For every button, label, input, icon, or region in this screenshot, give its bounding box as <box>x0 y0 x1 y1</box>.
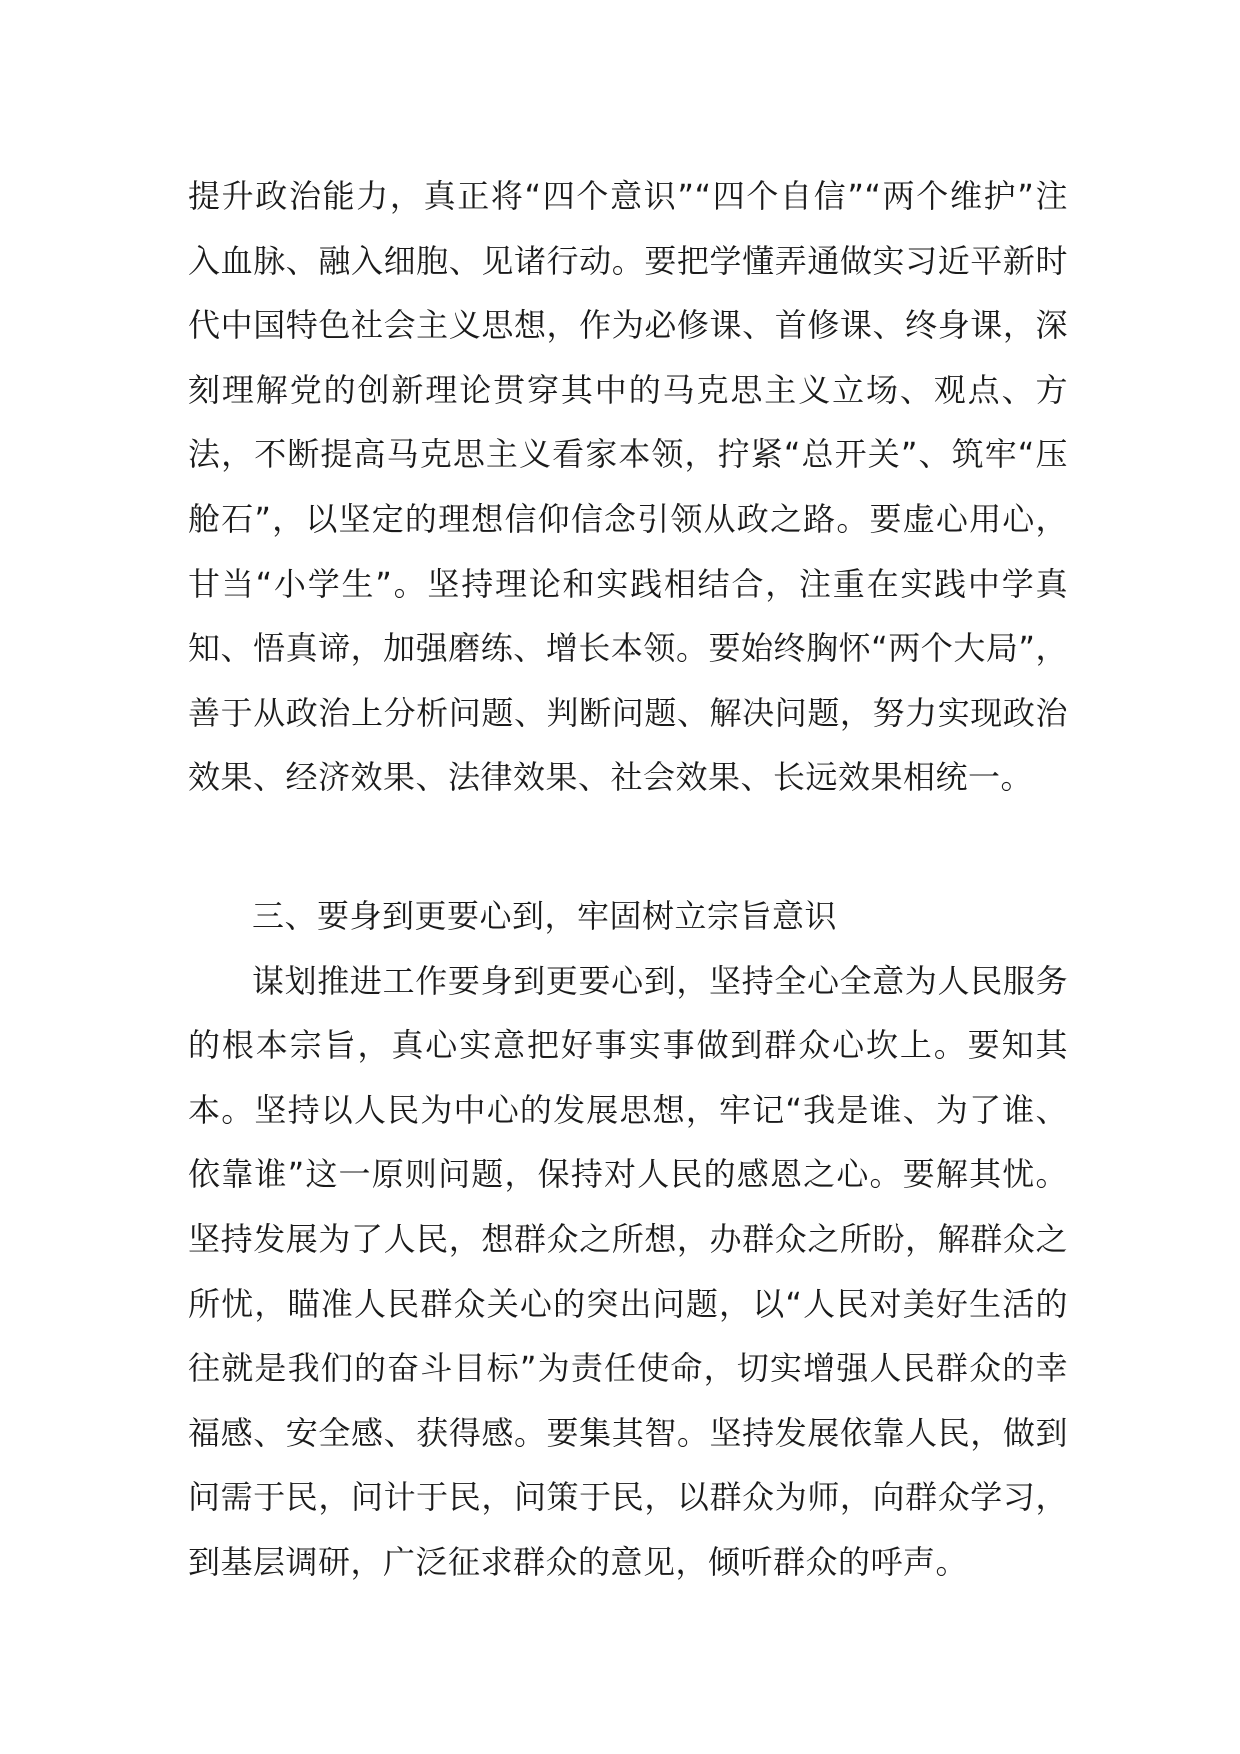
section-heading: 三、要身到更要心到，牢固树立宗旨意识 <box>252 897 838 935</box>
paragraph-continued: 提升政治能力，真正将“四个意识”“四个自信”“两个维护”注入血脉、融入细胞、见诸行动。要把学懂弄通做实习近平新时代中国特色社会主义思想，作为必修课、首修课、终身课，深刻理解党的创新理论贯穿其中的马克思主义立场、观点、方法，不断提高马克思主义看家本领，拧紧“总开关”、筑牢“压舱石”，以坚定的理想信仰信念引领从政之路。要虚心用心，甘当“小学生”。坚持理论和实践相结合，注重在实践中学真知、悟真谛，加强磨练、增长本领。要始终胸怀“两个大局”，善于从政治上分析问题、判断问题、解决问题，努力实现政治效果、经济效果、法律效果、社会效果、长远效果相统一。 <box>188 177 1068 797</box>
document-body-top <box>188 164 1068 810</box>
document-body-bottom <box>188 884 1068 1595</box>
paragraph-body: 谋划推进工作要身到更要心到，坚持全心全意为人民服务的根本宗旨，真心实意把好事实事做到群众心坎上。要知其本。坚持以人民为中心的发展思想，牢记“我是谁、为了谁、依靠谁”这一原则问题，保持对人民的感恩之心。要解其忧。坚持发展为了人民，想群众之所想，办群众之所盼，解群众之所忧，瞄准人民群众关心的突出问题，以“人民对美好生活的往就是我们的奋斗目标”为责任使命，切实增强人民群众的幸福感、安全感、获得感。要集其智。坚持发展依靠人民，做到问需于民，问计于民，问策于民，以群众为师，向群众学习，到基层调研，广泛征求群众的意见，倾听群众的呼声。 <box>188 961 1068 1581</box>
